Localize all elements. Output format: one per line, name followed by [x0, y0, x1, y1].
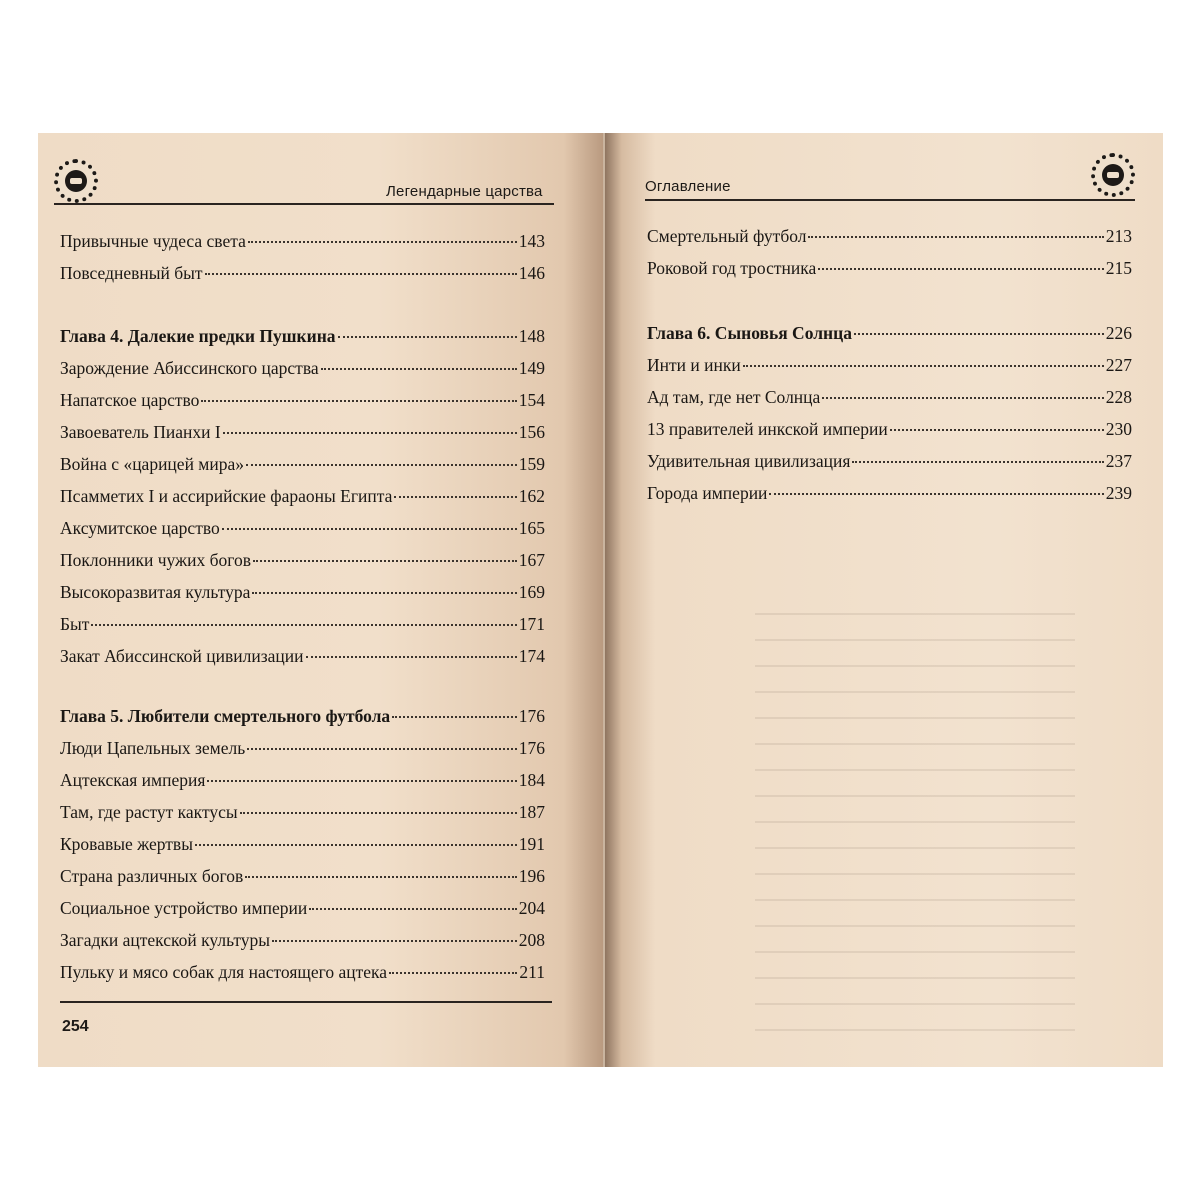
- dot-leader: [272, 940, 517, 942]
- dot-leader: [890, 429, 1104, 431]
- toc-entry-title: Зарождение Абиссинского царства: [60, 358, 319, 378]
- right-page: [605, 133, 1163, 1067]
- toc-entry-page: 196: [518, 866, 545, 886]
- toc-entry[interactable]: [647, 221, 1132, 251]
- toc-entry[interactable]: [60, 765, 545, 795]
- running-head-left: Легендарные царства: [386, 183, 543, 200]
- dot-leader: [247, 748, 517, 750]
- toc-right: [647, 221, 1132, 511]
- toc-entry[interactable]: [60, 226, 545, 256]
- toc-entry-title: Напатское царство: [60, 390, 200, 410]
- toc-entry[interactable]: [60, 577, 545, 607]
- toc-entry-title: Загадки ацтекской культуры: [60, 930, 271, 950]
- toc-entry-title: Глава 4. Далекие предки Пушкина: [60, 326, 336, 346]
- toc-entry-page: 187: [518, 802, 545, 822]
- toc-entry-title: Люди Цапельных земель: [60, 738, 246, 758]
- toc-entry-title: Там, где растут кактусы: [60, 802, 238, 822]
- dot-leader: [91, 624, 516, 626]
- toc-chapter-heading[interactable]: [60, 701, 545, 731]
- toc-entry-page: 184: [518, 770, 545, 790]
- toc-entry-title: 13 правителей инкской империи: [647, 419, 888, 439]
- running-head-right: Оглавление: [645, 178, 731, 195]
- toc-entry[interactable]: [60, 545, 545, 575]
- dot-leader: [252, 592, 516, 594]
- toc-entry[interactable]: [60, 449, 545, 479]
- dot-leader: [207, 780, 516, 782]
- toc-entry-page: 227: [1105, 355, 1132, 375]
- toc-entry[interactable]: [60, 641, 545, 671]
- toc-entry-page: 143: [518, 231, 545, 251]
- toc-entry-page: 191: [518, 834, 545, 854]
- toc-entry-title: Смертельный футбол: [647, 226, 807, 246]
- toc-entry-page: 156: [518, 422, 545, 442]
- toc-entry[interactable]: [647, 414, 1132, 444]
- toc-entry[interactable]: [60, 353, 545, 383]
- dot-leader: [743, 365, 1104, 367]
- toc-entry-title: Глава 6. Сыновья Солнца: [647, 323, 852, 343]
- show-through-text: [755, 613, 1075, 1033]
- dot-leader: [253, 560, 517, 562]
- toc-entry-page: 239: [1105, 483, 1132, 503]
- dot-leader: [321, 368, 517, 370]
- toc-entry-title: Псамметих I и ассирийские фараоны Египта: [60, 486, 393, 506]
- page-number-left: 254: [62, 1018, 89, 1035]
- toc-entry-title: Инти и инки: [647, 355, 741, 375]
- toc-entry-page: 159: [518, 454, 545, 474]
- dot-leader: [223, 432, 517, 434]
- toc-entry-title: Кровавые жертвы: [60, 834, 193, 854]
- toc-entry-title: Закат Абиссинской цивилизации: [60, 646, 304, 666]
- toc-entry-page: 169: [518, 582, 545, 602]
- open-book: [38, 133, 1163, 1067]
- toc-entry[interactable]: [60, 417, 545, 447]
- toc-entry-page: 149: [518, 358, 545, 378]
- dot-leader: [392, 716, 517, 718]
- dot-leader: [205, 273, 517, 275]
- toc-entry[interactable]: [647, 478, 1132, 508]
- dot-leader: [248, 241, 517, 243]
- toc-entry[interactable]: [647, 253, 1132, 283]
- toc-chapter-heading[interactable]: [647, 318, 1132, 348]
- dot-leader: [306, 656, 517, 658]
- toc-entry-title: Ад там, где нет Солнца: [647, 387, 821, 407]
- toc-entry-page: 176: [518, 706, 545, 726]
- toc-entry-page: 167: [518, 550, 545, 570]
- dot-leader: [338, 336, 517, 338]
- toc-entry[interactable]: [60, 957, 545, 987]
- dot-leader: [201, 400, 516, 402]
- dot-leader: [195, 844, 517, 846]
- dot-leader: [245, 876, 516, 878]
- toc-entry[interactable]: [60, 893, 545, 923]
- toc-entry-title: Война с «царицей мира»: [60, 454, 245, 474]
- sun-emblem-icon: [1091, 153, 1135, 197]
- dot-leader: [822, 397, 1103, 399]
- toc-entry-page: 162: [518, 486, 545, 506]
- toc-entry[interactable]: [60, 733, 545, 763]
- toc-entry-title: Роковой год тростника: [647, 258, 817, 278]
- dot-leader: [769, 493, 1103, 495]
- toc-entry-page: 146: [518, 263, 545, 283]
- toc-entry[interactable]: [60, 925, 545, 955]
- toc-entry[interactable]: [60, 513, 545, 543]
- toc-entry-page: 211: [519, 962, 545, 982]
- toc-entry-page: 176: [518, 738, 545, 758]
- footer-rule-left: [60, 1001, 552, 1003]
- toc-entry-title: Поклонники чужих богов: [60, 550, 252, 570]
- toc-entry-title: Завоеватель Пианхи I: [60, 422, 221, 442]
- toc-entry[interactable]: [60, 385, 545, 415]
- toc-chapter-heading[interactable]: [60, 321, 545, 351]
- toc-entry-title: Быт: [60, 614, 90, 634]
- toc-entry[interactable]: [60, 797, 545, 827]
- toc-entry-page: 215: [1105, 258, 1132, 278]
- header-rule-left: [54, 203, 554, 205]
- dot-leader: [818, 268, 1103, 270]
- toc-entry-title: Удивительная цивилизация: [647, 451, 851, 471]
- toc-entry[interactable]: [60, 258, 545, 288]
- toc-entry-title: Аксумитское царство: [60, 518, 220, 538]
- sun-emblem-icon: [54, 159, 98, 203]
- toc-entry-title: Города империи: [647, 483, 768, 503]
- dot-leader: [852, 461, 1103, 463]
- toc-entry[interactable]: [647, 382, 1132, 412]
- dot-leader: [222, 528, 517, 530]
- toc-entry-page: 228: [1105, 387, 1132, 407]
- toc-entry-title: Повседневный быт: [60, 263, 203, 283]
- toc-entry-page: 171: [518, 614, 545, 634]
- toc-entry-page: 208: [518, 930, 545, 950]
- dot-leader: [808, 236, 1103, 238]
- header-rule-right: [645, 199, 1135, 201]
- toc-entry[interactable]: [60, 829, 545, 859]
- toc-entry-title: Страна различных богов: [60, 866, 244, 886]
- dot-leader: [246, 464, 517, 466]
- toc-entry-title: Ацтекская империя: [60, 770, 206, 790]
- toc-entry-title: Привычные чудеса света: [60, 231, 246, 251]
- toc-entry-title: Глава 5. Любители смертельного футбола: [60, 706, 391, 726]
- toc-entry-title: Пульку и мясо собак для настоящего ацтека: [60, 962, 388, 982]
- toc-entry[interactable]: [647, 446, 1132, 476]
- toc-entry-page: 213: [1105, 226, 1132, 246]
- toc-entry[interactable]: [60, 861, 545, 891]
- toc-entry-title: Высокоразвитая культура: [60, 582, 251, 602]
- toc-entry[interactable]: [60, 481, 545, 511]
- toc-entry-page: 154: [518, 390, 545, 410]
- toc-entry-page: 237: [1105, 451, 1132, 471]
- toc-left: [60, 226, 545, 1006]
- toc-entry-page: 148: [518, 326, 545, 346]
- left-page: [38, 133, 603, 1067]
- dot-leader: [240, 812, 517, 814]
- dot-leader: [309, 908, 517, 910]
- toc-entry-title: Социальное устройство империи: [60, 898, 308, 918]
- dot-leader: [854, 333, 1104, 335]
- toc-entry-page: 204: [518, 898, 545, 918]
- toc-entry[interactable]: [647, 350, 1132, 380]
- toc-entry-page: 174: [518, 646, 545, 666]
- toc-entry-page: 226: [1105, 323, 1132, 343]
- dot-leader: [394, 496, 516, 498]
- toc-entry-page: 165: [518, 518, 545, 538]
- dot-leader: [389, 972, 517, 974]
- toc-entry[interactable]: [60, 609, 545, 639]
- toc-entry-page: 230: [1105, 419, 1132, 439]
